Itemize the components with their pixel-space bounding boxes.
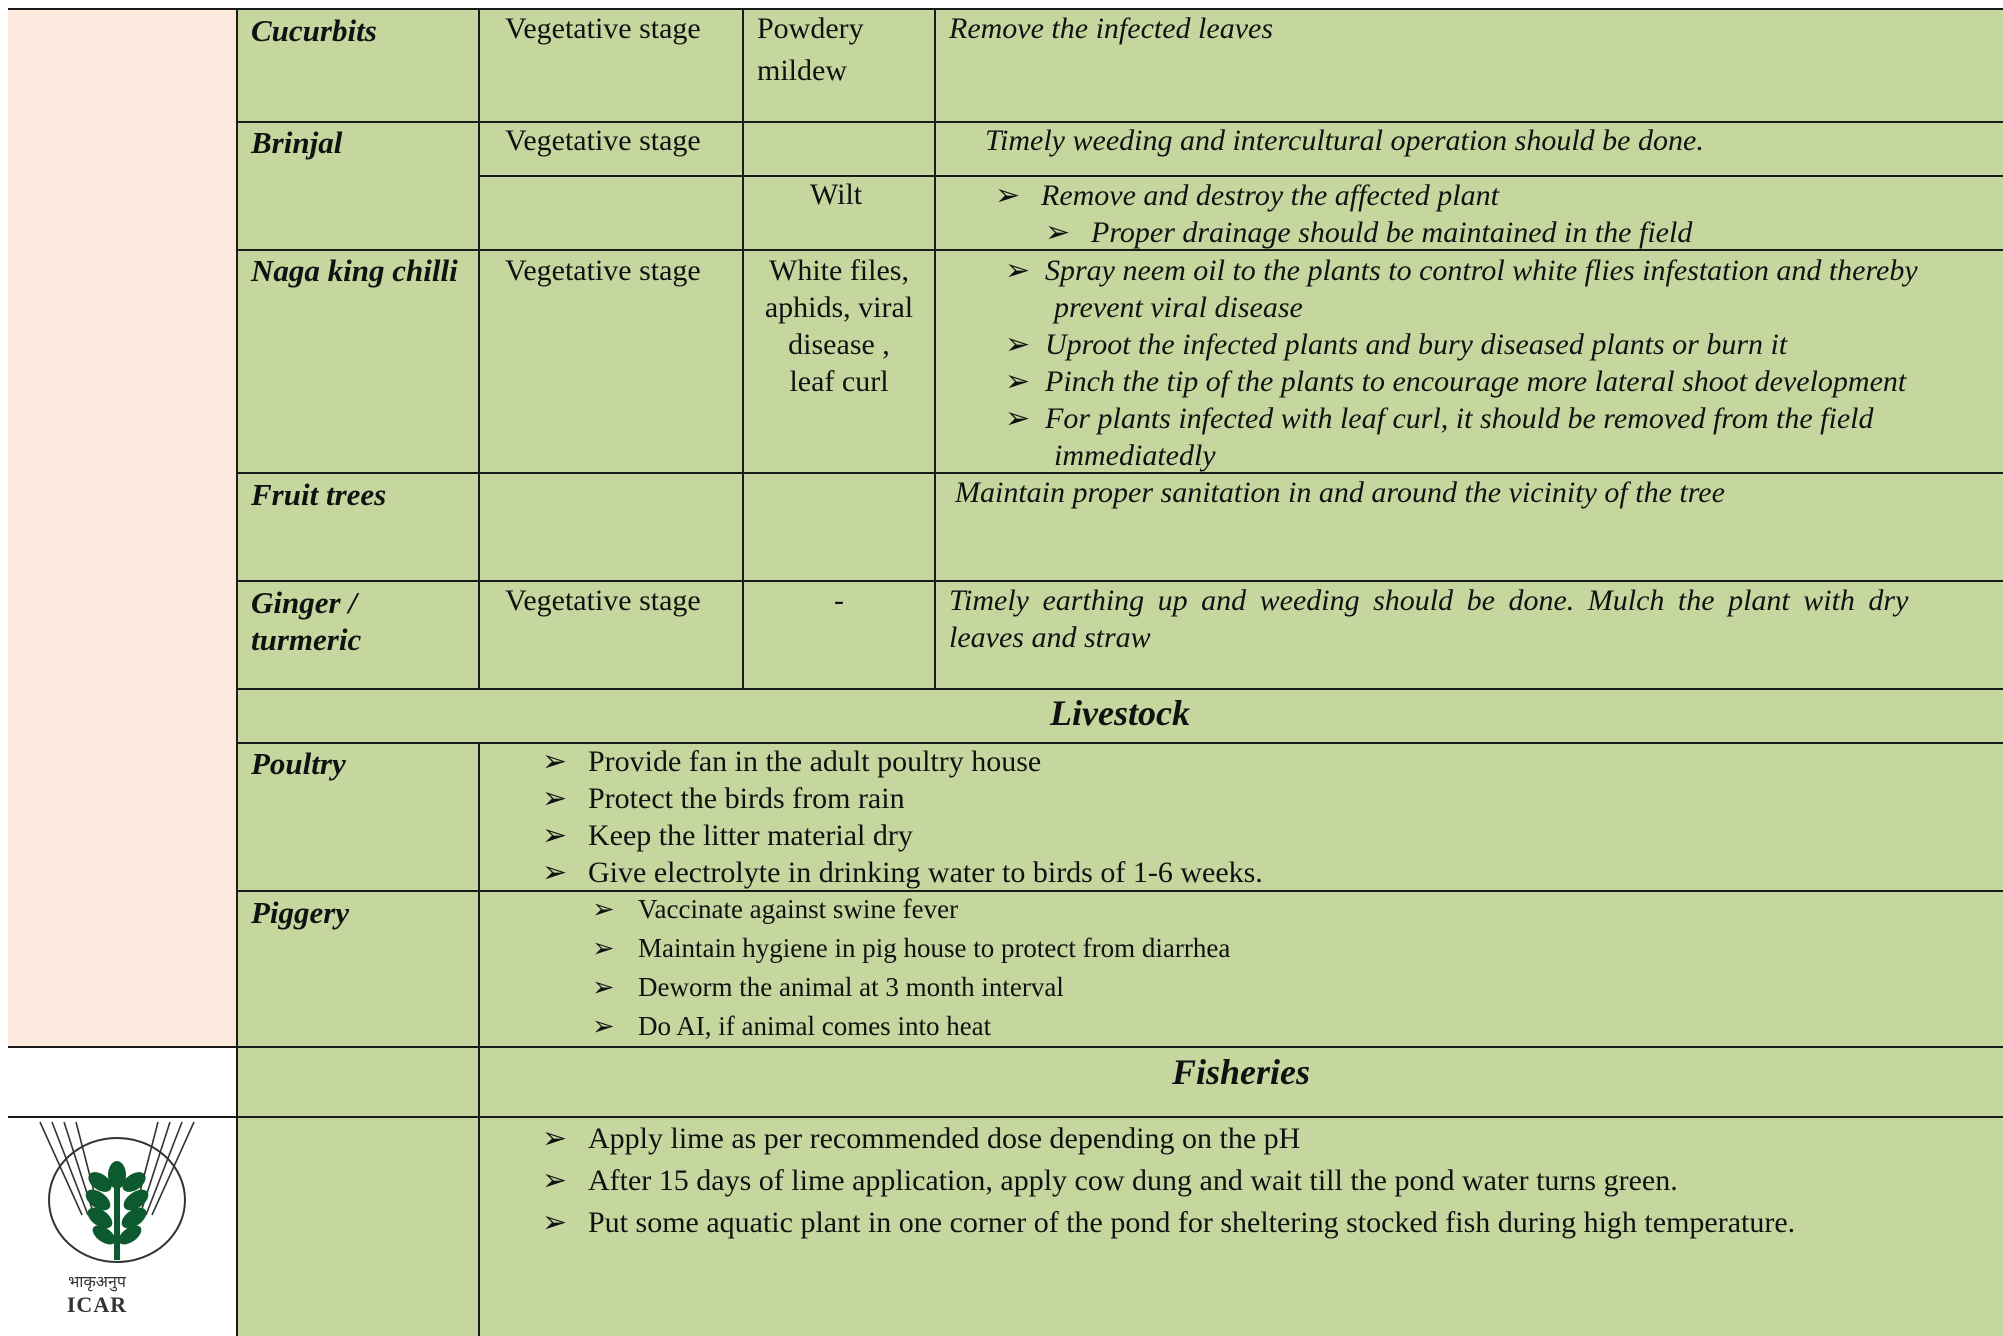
advice-item: immediatedly — [1054, 439, 1216, 472]
piggery-item: ➢ Maintain hygiene in pig house to protect from diarrhea — [592, 929, 1230, 967]
pest-name: - — [834, 584, 844, 617]
pest-name: Powdery — [757, 12, 864, 45]
advice-item: ➢ Spray neem oil to the plants to control white flies infestation and thereby — [1005, 254, 1918, 287]
advice-item: ➢ Uproot the infected plants and bury diseased plants or burn it — [1005, 328, 1788, 361]
crop-stage: Vegetative stage — [505, 584, 701, 617]
bullet-arrow-icon: ➢ — [542, 856, 568, 889]
crop-name: Naga king chilli — [251, 253, 458, 288]
bullet-arrow-icon: ➢ — [1005, 254, 1031, 287]
bullet-arrow-icon: ➢ — [1005, 402, 1031, 435]
crop-stage: Vegetative stage — [505, 254, 701, 287]
bullet-arrow-icon: ➢ — [1005, 328, 1031, 361]
poultry-item: ➢ Protect the birds from rain — [542, 782, 905, 815]
poultry-item: ➢ Give electrolyte in drinking water to birds of 1-6 weeks. — [542, 856, 1263, 889]
row-border — [8, 1116, 2003, 1118]
advice-text: Remove the infected leaves — [949, 12, 1273, 45]
advice-item: ➢ Proper drainage should be maintained in the field — [1045, 216, 1693, 249]
advice-text: Maintain proper sanitation in and around the vicinity of the tree — [955, 476, 1725, 509]
advice-item: ➢ For plants infected with leaf curl, it should be removed from the field — [1005, 402, 1874, 435]
advice-text: Timely weeding and intercultural operation should be done. — [985, 124, 1704, 157]
piggery-item: ➢ Deworm the animal at 3 month interval — [592, 968, 1064, 1006]
row-border — [237, 688, 2003, 690]
bullet-arrow-icon: ➢ — [592, 972, 615, 1002]
col-border — [478, 8, 480, 689]
crop-stage: Vegetative stage — [505, 12, 701, 45]
fisheries-item: ➢ Apply lime as per recommended dose depending on the pH — [542, 1122, 1301, 1155]
section-heading-fisheries: Fisheries — [1171, 1052, 1311, 1092]
piggery-item: ➢ Vaccinate against swine fever — [592, 890, 958, 928]
col-border — [236, 8, 238, 1336]
bullet-arrow-icon: ➢ — [592, 894, 615, 924]
bullet-arrow-icon: ➢ — [542, 1206, 568, 1239]
pest-name: leaf curl — [789, 365, 889, 398]
pest-name: mildew — [757, 54, 847, 87]
bullet-arrow-icon: ➢ — [542, 782, 568, 815]
bullet-arrow-icon: ➢ — [542, 745, 568, 778]
advice-item: ➢ Remove and destroy the affected plant — [995, 179, 1499, 212]
poultry-item: ➢ Keep the litter material dry — [542, 819, 913, 852]
advice-text: leaves and straw — [949, 621, 1151, 654]
bullet-arrow-icon: ➢ — [592, 1011, 615, 1041]
crop-name: turmeric — [251, 622, 362, 657]
crop-stage: Vegetative stage — [505, 124, 701, 157]
bullet-arrow-icon: ➢ — [1045, 216, 1071, 249]
row-border — [237, 742, 2003, 744]
fisheries-item: ➢ After 15 days of lime application, apply cow dung and wait till the pond water turns green. — [542, 1164, 1678, 1197]
icar-logo — [22, 1120, 212, 1320]
advice-text: Timely earthing up and weeding should be done. Mulch the plant with dry — [949, 584, 1909, 617]
pest-name: aphids, viral — [764, 291, 914, 324]
advice-item: ➢ Pinch the tip of the plants to encourage more lateral shoot development — [1005, 365, 1907, 398]
logo-text: ICAR — [66, 1292, 128, 1317]
pest-name: Wilt — [810, 178, 863, 211]
logo-hindi-text: भाकृअनुप — [68, 1272, 126, 1291]
left-margin-panel — [8, 8, 237, 1047]
bullet-arrow-icon: ➢ — [1005, 365, 1031, 398]
piggery-item: ➢ Do AI, if animal comes into heat — [592, 1007, 991, 1045]
row-border — [8, 1046, 2003, 1048]
bullet-arrow-icon: ➢ — [542, 819, 568, 852]
crop-name: Fruit trees — [251, 477, 387, 512]
livestock-name: Piggery — [251, 895, 350, 930]
poultry-item: ➢ Provide fan in the adult poultry house — [542, 745, 1042, 778]
bullet-arrow-icon: ➢ — [592, 933, 615, 963]
advice-item: prevent viral disease — [1054, 291, 1303, 324]
bullet-arrow-icon: ➢ — [542, 1164, 568, 1197]
bullet-arrow-icon: ➢ — [542, 1122, 568, 1155]
crop-name: Brinjal — [251, 125, 343, 160]
wheat-emblem-icon — [22, 1120, 212, 1270]
livestock-name: Poultry — [251, 746, 346, 781]
crop-name: Ginger / — [251, 585, 357, 620]
col-border — [934, 8, 936, 689]
fisheries-item: ➢ Put some aquatic plant in one corner of the pond for sheltering stocked fish during high temperature. — [542, 1206, 1796, 1239]
pest-name: disease , — [788, 328, 890, 361]
col-border — [478, 742, 480, 1336]
section-heading-livestock: Livestock — [1050, 693, 1190, 733]
pest-name: White files, — [769, 254, 909, 287]
crop-name: Cucurbits — [251, 13, 377, 48]
bullet-arrow-icon: ➢ — [995, 179, 1021, 212]
